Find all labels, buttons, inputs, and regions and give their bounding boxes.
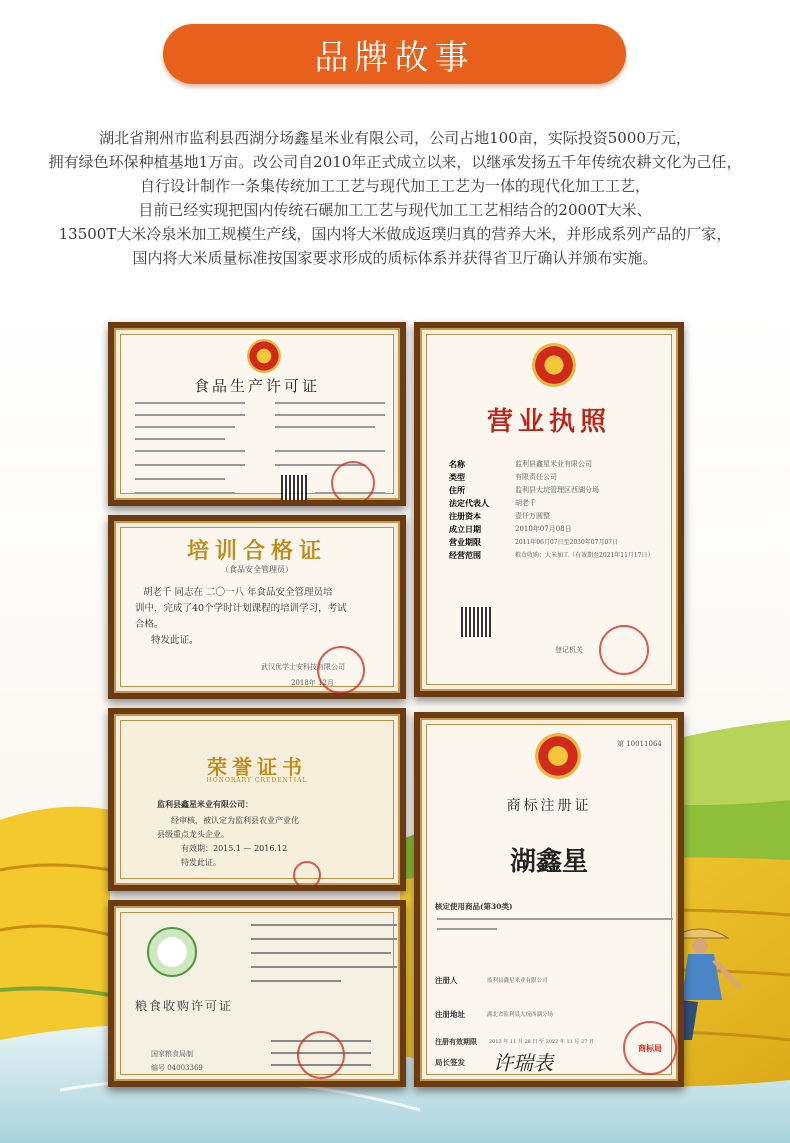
grain-logo-icon [147, 927, 197, 977]
trademark-signer-label: 局长签发 [435, 1058, 465, 1067]
red-seal-stamp [297, 1031, 345, 1079]
training-cert-body-line: 训中，完成了40个学时计划课程的培训学习，考试 [135, 603, 347, 614]
trademark-goods-label: 核定使用商品(第30类) [435, 902, 513, 911]
food-production-license-frame [108, 322, 406, 506]
national-emblem-icon [535, 733, 581, 779]
trademark-signature: 许瑞表 [493, 1051, 553, 1075]
training-certificate-frame [108, 515, 406, 699]
intro-line: 13500T大米冷泉米加工规模生产线，国内将大米做成返璞归真的营养大米，并形成系列产品的厂家， [58, 225, 732, 243]
honor-certificate-frame [108, 708, 406, 891]
trademark-mark: 湖鑫星 [509, 847, 588, 877]
red-seal-stamp [599, 625, 649, 675]
grain-purchase-license-frame [108, 900, 406, 1087]
trademark-certificate-frame [414, 712, 684, 1087]
trademark-address-label: 注册地址 [435, 1010, 465, 1019]
red-seal-stamp [331, 461, 375, 505]
license-field-row: 住所 监利县大垸管理区西湖分场 [449, 485, 599, 495]
business-license-frame [414, 322, 684, 697]
grain-license-issuer: 国家粮食局制 [151, 1050, 193, 1058]
business-license-title: 营业执照 [486, 407, 611, 437]
license-field-row: 经营范围 粮食收购；大米加工（有效期至2021年11月17日） [449, 550, 654, 560]
trademark-number: 第 10011064 [617, 740, 662, 748]
brand-story-title: 品牌故事 [314, 37, 475, 78]
intro-line: 湖北省荆州市监利县西湖分场鑫星米业有限公司，公司占地100亩，实际投资5000万元， [99, 129, 691, 147]
honor-cert-subtitle: HONORARY CREDENTIAL [206, 777, 308, 784]
qr-code-icon [281, 475, 307, 501]
grain-license-text-lines [251, 921, 401, 987]
business-license-fields [449, 459, 669, 574]
honor-cert-body-line: 特发此证。 [181, 858, 221, 867]
license-field-row: 法定代表人 胡老千 [449, 498, 536, 508]
honor-cert-title: 荣誉证书 [207, 755, 307, 779]
business-license-registrar: 登记机关 [555, 646, 583, 654]
trademark-address-value: 湖北省监利县大垸西湖分场 [487, 1012, 554, 1018]
intro-line: 拥有绿色环保种植基地1万亩。改公司自2010年正式成立以来，以继承发扬五千年传统农耕文化为己任， [48, 153, 742, 171]
honor-cert-body-line: 县级重点龙头企业。 [157, 830, 229, 839]
trademark-goods-lines [437, 915, 677, 945]
license-field-row: 名称 监利县鑫星米业有限公司 [449, 459, 592, 469]
national-emblem-icon [247, 339, 281, 373]
brand-story-banner [163, 24, 626, 84]
honor-cert-body-line: 有效期：2015.1 — 2016.12 [181, 844, 288, 853]
training-cert-title: 培训合格证 [186, 538, 327, 564]
trademark-period-label: 注册有效期限 [435, 1037, 477, 1046]
red-seal-stamp [293, 861, 321, 889]
grain-license-title: 粮食收购许可证 [135, 999, 234, 1013]
training-cert-date: 2018年 12月 [291, 679, 334, 687]
training-cert-body-line: 合格。 [135, 619, 164, 630]
training-cert-body-line: 胡老千 同志在 二〇一八 年食品安全管理员培 [143, 587, 333, 598]
honor-cert-body-line: 经审核，被认定为监利县农业产业化 [171, 816, 299, 825]
qr-code-icon [461, 607, 491, 637]
training-cert-body-line: 特发此证。 [151, 635, 199, 646]
intro-line: 目前已经实现把国内传统石碾加工工艺与现代加工工艺相结合的2000T大米、 [138, 201, 652, 219]
food-license-title: 食品生产许可证 [193, 377, 320, 395]
license-field-row: 营业期限 2011年06月07日至2030年07月07日 [449, 537, 619, 547]
trademark-period-value: 2012 年 11 月 28 日 至 2022 年 11 月 27 日 [489, 1039, 594, 1045]
trademark-registrant-value: 监利县鑫星米业有限公司 [487, 978, 548, 984]
intro-line: 自行设计制作一条集传统加工工艺与现代加工工艺为一体的现代化加工工艺， [139, 177, 650, 195]
training-cert-subtitle: （食品安全管理员） [221, 565, 293, 574]
trademark-office-seal: 商标局 [623, 1021, 677, 1075]
trademark-registrant-label: 注册人 [435, 976, 458, 985]
training-cert-issuer: 武汉优学士安科技有限公司 [261, 663, 345, 671]
trademark-cert-title: 商标注册证 [506, 798, 592, 814]
national-emblem-icon [532, 343, 576, 387]
license-field-row: 类型 有限责任公司 [449, 472, 557, 482]
honor-cert-body-line: 监利县鑫星米业有限公司： [157, 799, 253, 809]
grain-license-number: 编号 04003369 [151, 1064, 203, 1072]
company-intro-paragraph [20, 126, 770, 270]
red-seal-stamp [317, 646, 365, 694]
license-field-row: 成立日期 2010年07月08日 [449, 524, 572, 534]
license-field-row: 注册资本 壹仟万圆整 [449, 511, 550, 521]
intro-line: 国内将大米质量标准按国家要求形成的质标体系并获得省卫厅确认并颁布实施。 [132, 249, 658, 267]
